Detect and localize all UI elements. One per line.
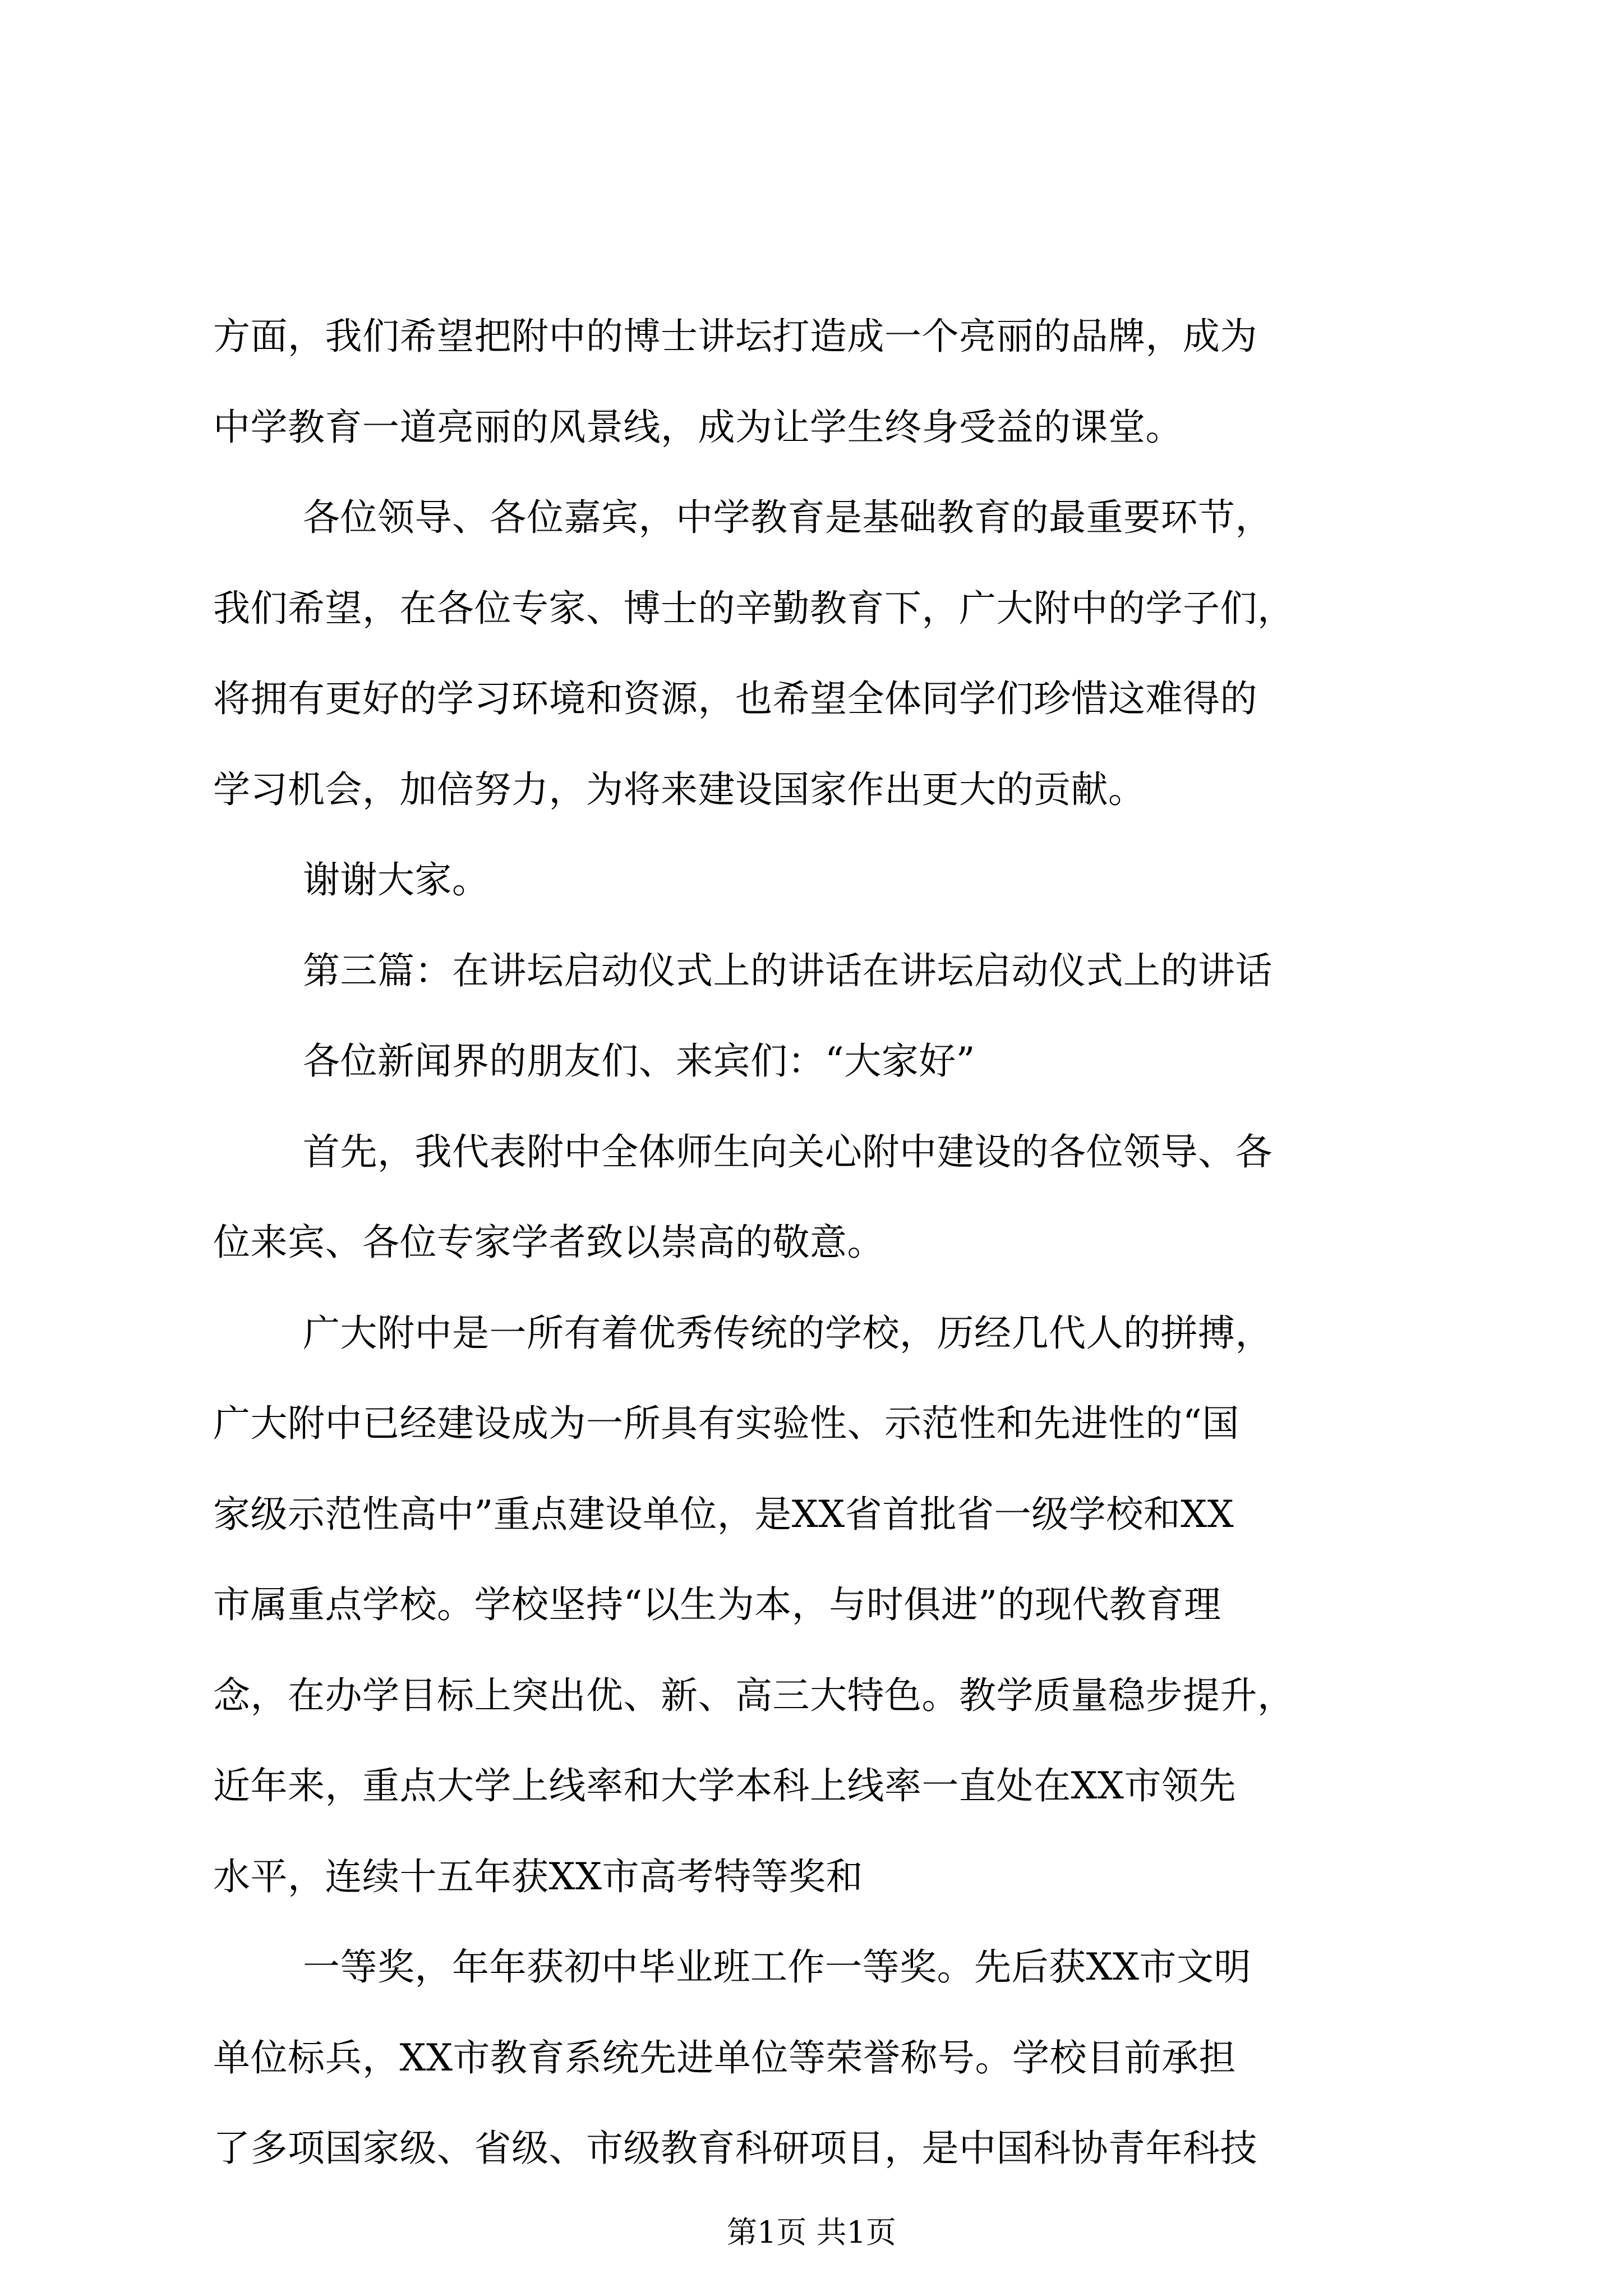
text-line-1 <box>0 306 1623 367</box>
text-line-7 <box>0 849 1623 911</box>
text-line-12 <box>0 1303 1623 1364</box>
text-line-14 <box>0 1484 1623 1545</box>
text-line-9 <box>0 1030 1623 1092</box>
line-text: 广大附中是一所有着优秀传统的学校，历经几代人的拼搏， <box>303 1312 1272 1355</box>
line-text: 谢谢大家。 <box>303 858 490 901</box>
text-line-21 <box>0 2118 1623 2179</box>
text-line-17 <box>0 1755 1623 1817</box>
line-text: 方面，我们希望把附中的博士讲坛打造成一个亮丽的品牌，成为 <box>213 315 1257 358</box>
text-line-5 <box>0 668 1623 730</box>
line-text: 将拥有更好的学习环境和资源，也希望全体同学们珍惜这难得的 <box>213 677 1257 720</box>
page-number-label: 第1页 共1页 <box>727 2215 896 2250</box>
text-line-13 <box>0 1393 1623 1455</box>
line-text: 念，在办学目标上突出优、新、高三大特色。教学质量稳步提升， <box>213 1674 1295 1717</box>
line-text: 我们希望，在各位专家、博士的辛勤教育下，广大附中的学子们， <box>213 587 1295 630</box>
text-line-11 <box>0 1212 1623 1273</box>
text-line-2 <box>0 397 1623 458</box>
line-text: 第三篇：在讲坛启动仪式上的讲话在讲坛启动仪式上的讲话 <box>303 949 1272 992</box>
text-line-6 <box>0 759 1623 821</box>
page-footer <box>0 2210 1623 2255</box>
line-text: 首先，我代表附中全体师生向关心附中建设的各位领导、各 <box>303 1130 1272 1174</box>
text-line-18 <box>0 1846 1623 1908</box>
text-line-20 <box>0 2027 1623 2089</box>
line-text: 各位领导、各位嘉宾，中学教育是基础教育的最重要环节， <box>303 496 1272 539</box>
text-line-19 <box>0 1936 1623 1998</box>
text-line-3 <box>0 487 1623 549</box>
line-text: 近年来，重点大学上线率和大学本科上线率一直处在XX市领先 <box>213 1764 1236 1807</box>
line-text: 中学教育一道亮丽的风景线，成为让学生终身受益的课堂。 <box>213 406 1183 449</box>
line-text: 水平，连续十五年获XX市高考特等奖和 <box>213 1855 863 1898</box>
line-text: 各位新闻界的朋友们、来宾们：“大家好” <box>303 1039 975 1083</box>
line-text: 了多项国家级、省级、市级教育科研项目，是中国科协青年科技 <box>213 2127 1257 2170</box>
text-line-8 <box>0 940 1623 1002</box>
line-text: 学习机会，加倍努力，为将来建设国家作出更大的贡献。 <box>213 768 1146 811</box>
text-line-16 <box>0 1665 1623 1727</box>
line-text: 单位标兵，XX市教育系统先进单位等荣誉称号。学校目前承担 <box>213 2036 1236 2079</box>
line-text: 家级示范性高中”重点建设单位，是XX省首批省一级学校和XX <box>213 1493 1234 1536</box>
text-line-10 <box>0 1121 1623 1183</box>
text-line-4 <box>0 578 1623 639</box>
line-text: 广大附中已经建设成为一所具有实验性、示范性和先进性的“国 <box>213 1402 1239 1445</box>
line-text: 市属重点学校。学校坚持“以生为本，与时俱进”的现代教育理 <box>213 1583 1221 1626</box>
line-text: 一等奖，年年获初中毕业班工作一等奖。先后获XX市文明 <box>303 1945 1251 1989</box>
line-text: 位来宾、各位专家学者致以崇高的敬意。 <box>213 1221 884 1264</box>
text-line-15 <box>0 1574 1623 1636</box>
